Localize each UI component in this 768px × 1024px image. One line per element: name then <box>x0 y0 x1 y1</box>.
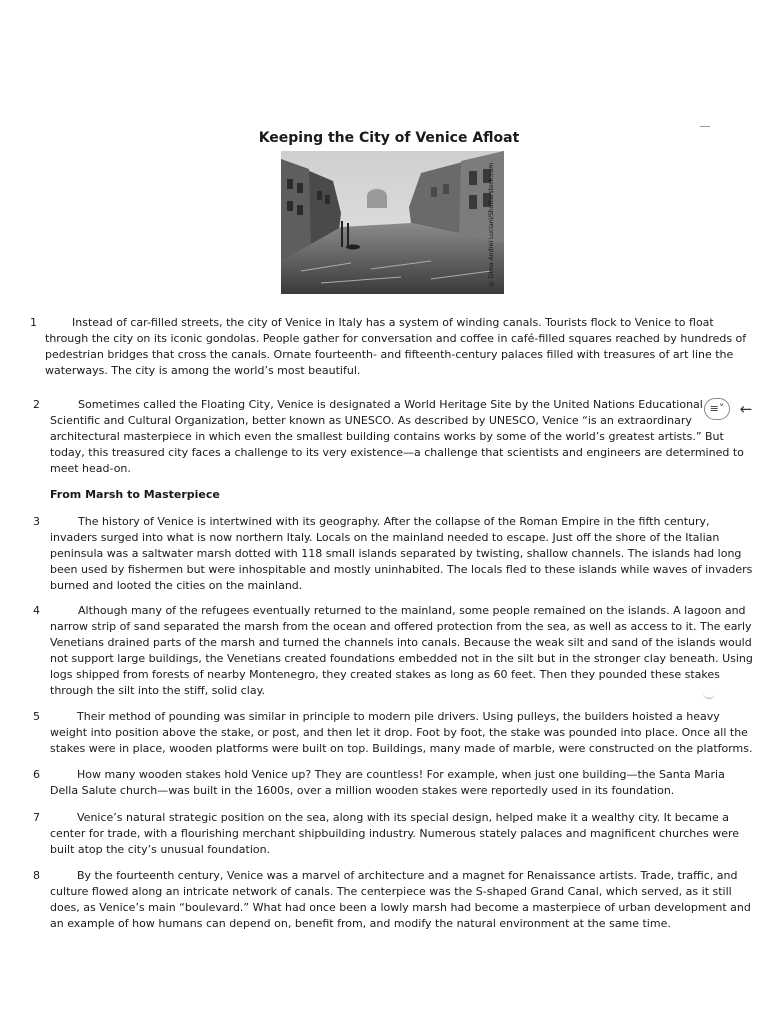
paragraph-line: Their method of pounding was similar in principle to modern pile drivers. Using pulleys, the builders hoisted a heavy <box>77 710 720 723</box>
paragraph-line: an example of how humans can depend on, benefit from, and modify the natural environment at the same time. <box>50 917 671 930</box>
list-dropdown-icon[interactable]: ≡˅ <box>704 398 730 420</box>
paragraph-line: Della Salute church—was built in the 1600s, over a million wooden stakes were reportedly used in its foundation. <box>50 784 675 797</box>
paragraph-line: The history of Venice is intertwined with its geography. After the collapse of the Roman Empire in the fifth century, <box>78 515 710 528</box>
paragraph-line: through the silt into the stiff, solid clay. <box>50 684 266 697</box>
page-mark <box>700 126 710 127</box>
paragraph-line: center for trade, with a flourishing merchant shipbuilding industry. Numerous stately palaces and magnificent churches were <box>50 827 740 840</box>
photo-credit: © Dima Andrei Luciani/Shutterstock.com <box>488 162 495 288</box>
paragraph-line: stakes were in place, wooden platforms were built on top. Buildings, many made of marble, were constructed on the platforms. <box>50 742 753 755</box>
paragraph-line: waterways. The city is among the world’s most beautiful. <box>45 364 361 377</box>
section-heading: From Marsh to Masterpiece <box>50 488 220 501</box>
paragraph-line: through the city on its iconic gondolas. People gather for conversation and coffee in café-filled squares reached by hundreds of <box>45 332 747 345</box>
page-mark <box>703 692 715 699</box>
paragraph-line: peninsula was a saltwater marsh dotted with 118 small islands separated by twisting, shallow channels. The islands had long <box>50 547 742 560</box>
paragraph-number: 3 <box>33 515 40 528</box>
paragraph-line: Sometimes called the Floating City, Venice is designated a World Heritage Site by the United Nations Educational <box>78 398 703 411</box>
paragraph-number: 5 <box>33 710 40 723</box>
paragraph-line: not support large buildings, the Venetians created foundations embedded not in the silt but in the stronger clay beneath. Using <box>50 652 753 665</box>
paragraph-line: does, as Venice’s main “boulevard.” What had once been a lowly marsh had become a masterpiece of urban development and <box>50 901 751 914</box>
paragraph-line: Scientific and Cultural Organization, better known as UNESCO. As described by UNESCO, Venice “is an extraordinary <box>50 414 692 427</box>
paragraph-line: invaders surged into what is now northern Italy. Locals on the mainland needed to escape. Just off the shore of the Italian <box>50 531 720 544</box>
venice-canal-photo <box>281 151 504 294</box>
paragraph-line: Venice’s natural strategic position on the sea, along with its special design, helped make it a wealthy city. It became a <box>77 811 729 824</box>
paragraph-line: today, this treasured city faces a challenge to its very existence—a challenge that scientists and engineers are determined to <box>50 446 744 459</box>
paragraph-line: logs shipped from forests of nearby Montenegro, they created stakes as long as 60 feet. Then they pounded these stakes <box>50 668 720 681</box>
paragraph-line: Although many of the refugees eventually returned to the mainland, some people remained on the islands. A lagoon and <box>78 604 746 617</box>
paragraph-line: narrow strip of sand separated the marsh from the ocean and offered protection from the sea, as well as access to it. The early <box>50 620 752 633</box>
paragraph-line: culture flowed along an intricate network of canals. The centerpiece was the S-shaped Grand Canal, which served, as it still <box>50 885 732 898</box>
paragraph-number: 6 <box>33 768 40 781</box>
left-arrow-icon[interactable]: ← <box>739 400 753 418</box>
paragraph-line: How many wooden stakes hold Venice up? They are countless! For example, when just one building—the Santa Maria <box>77 768 725 781</box>
paragraph-number: 4 <box>33 604 40 617</box>
paragraph-line: meet head-on. <box>50 462 131 475</box>
article-title: Keeping the City of Venice Afloat <box>258 130 520 146</box>
paragraph-line: architectural masterpiece in which even the smallest building contains works by some of the world’s greatest artists.” But <box>50 430 724 443</box>
paragraph-line: been used by fishermen but were inhospitable and mostly uninhabited. The locals fled to these islands while waves of invaders <box>50 563 753 576</box>
paragraph-line: By the fourteenth century, Venice was a marvel of architecture and a magnet for Renaissance artists. Trade, traffic, and <box>77 869 738 882</box>
paragraph-line: built atop the city’s unusual foundation. <box>50 843 271 856</box>
paragraph-number: 1 <box>30 316 37 329</box>
paragraph-number: 8 <box>33 869 40 882</box>
canal-illustration <box>281 151 504 294</box>
paragraph-line: burned and looted the cities on the mainland. <box>50 579 303 592</box>
paragraph-line: Venetians drained parts of the marsh and turned the channels into canals. Because the weak silt and sand of the islands would <box>50 636 752 649</box>
paragraph-line: Instead of car-filled streets, the city of Venice in Italy has a system of winding canals. Tourists flock to Venice to float <box>72 316 714 329</box>
paragraph-number: 2 <box>33 398 40 411</box>
paragraph-line: pedestrian bridges that cross the canals. Ornate fourteenth- and fifteenth-century palaces filled with treasures of art line the <box>45 348 734 361</box>
paragraph-number: 7 <box>33 811 40 824</box>
paragraph-line: weight into position above the stake, or post, and then let it drop. Foot by foot, the stake was pounded into place. Once all the <box>50 726 748 739</box>
